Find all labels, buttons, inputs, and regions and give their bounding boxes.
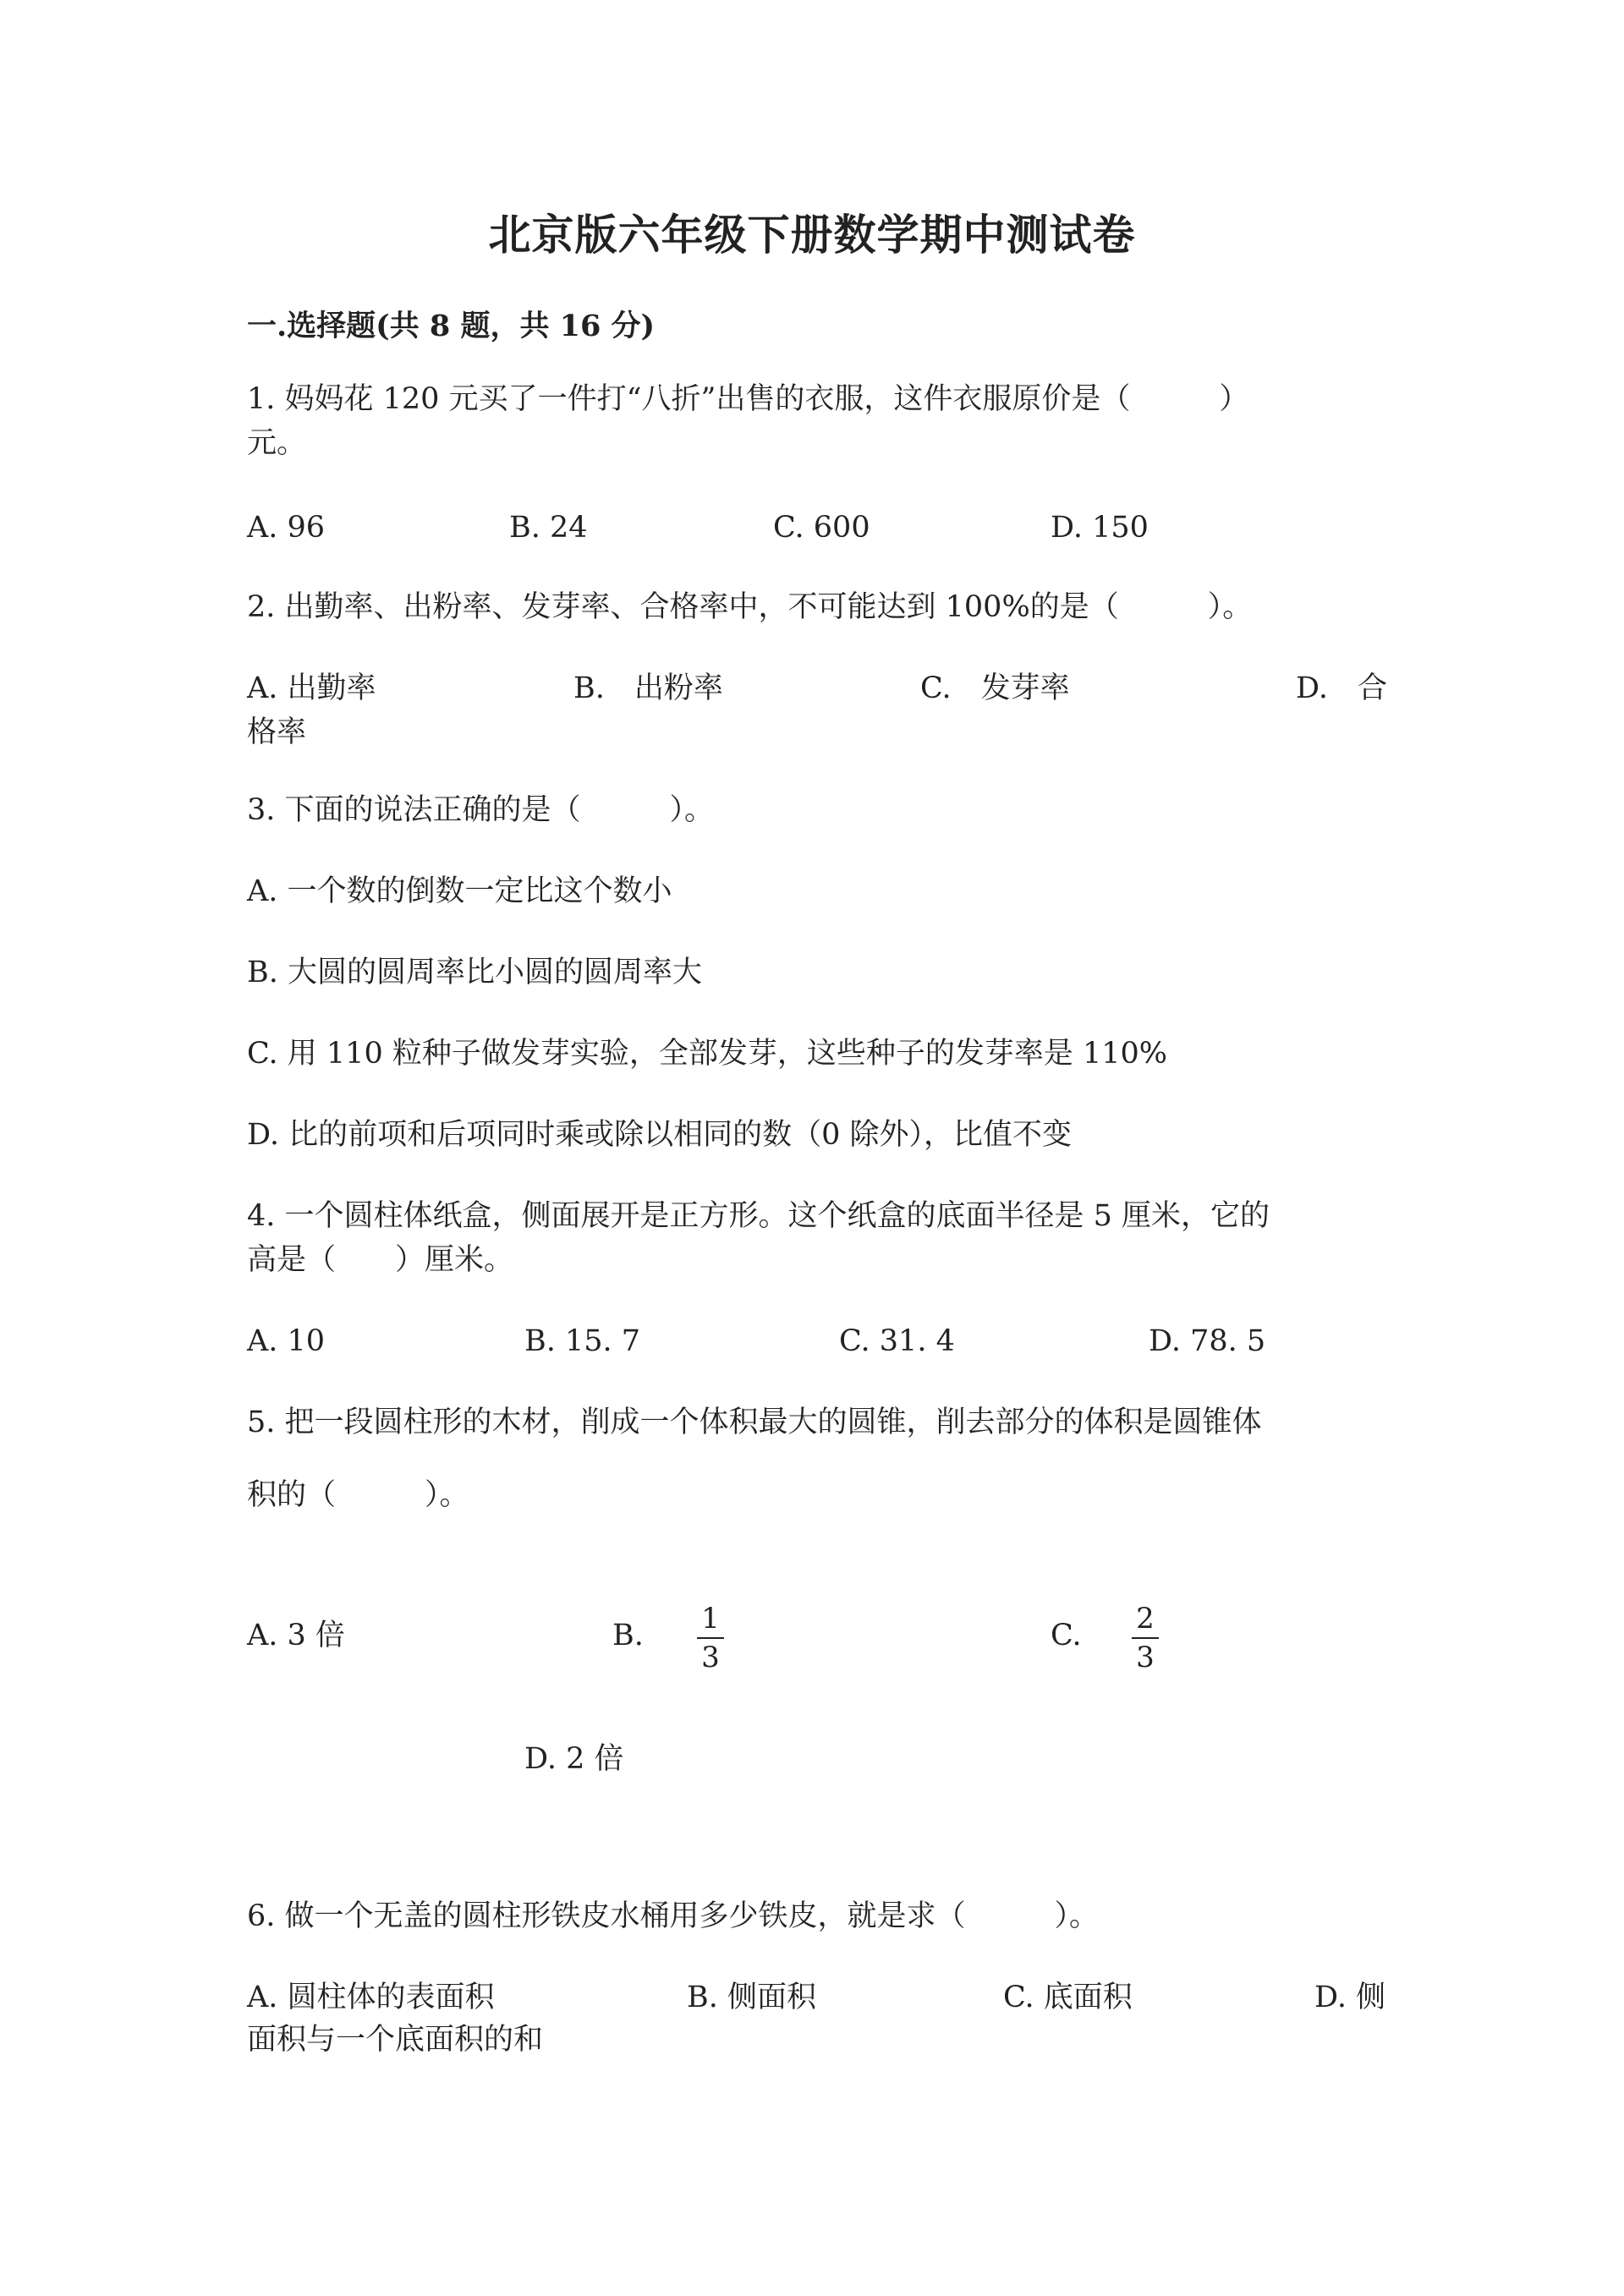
question-4-text: 4. 一个圆柱体纸盒，侧面展开是正方形。这个纸盒的底面半径是 5 厘米，它的 (247, 1199, 1270, 1233)
question-3-option-a[interactable]: A. 一个数的倒数一定比这个数小 (247, 874, 672, 908)
question-6-option-c[interactable]: C. 底面积 (1003, 1981, 1133, 2014)
fraction-denominator: 3 (701, 1641, 720, 1674)
question-1-option-c[interactable]: C. 600 (773, 511, 870, 545)
question-3-option-d[interactable]: D. 比的前项和后项同时乘或除以相同的数（0 除外），比值不变 (247, 1118, 1072, 1152)
fraction-bar (697, 1637, 724, 1639)
question-5-option-d[interactable]: D. 2 倍 (524, 1742, 624, 1776)
question-5-option-b[interactable]: B. (612, 1619, 644, 1652)
fraction-denominator: 3 (1136, 1641, 1155, 1674)
question-4-option-b[interactable]: B. 15. 7 (524, 1324, 641, 1358)
question-3-option-c[interactable]: C. 用 110 粒种子做发芽实验，全部发芽，这些种子的发芽率是 110% (247, 1037, 1168, 1071)
question-1-text: 1. 妈妈花 120 元买了一件打“八折”出售的衣服，这件衣服原价是（ ） (247, 382, 1249, 416)
fraction-bar (1132, 1637, 1159, 1639)
question-3-text: 3. 下面的说法正确的是（ ）。 (247, 793, 715, 827)
question-6-option-b[interactable]: B. 侧面积 (687, 1981, 816, 2014)
question-5-text: 5. 把一段圆柱形的木材，削成一个体积最大的圆锥，削去部分的体积是圆锥体 (247, 1406, 1262, 1439)
question-3-option-b[interactable]: B. 大圆的圆周率比小圆的圆周率大 (247, 956, 702, 989)
question-6-text: 6. 做一个无盖的圆柱形铁皮水桶用多少铁皮，就是求（ ）。 (247, 1899, 1100, 1933)
question-5-option-b-fraction (694, 1603, 727, 1673)
question-6-option-d-cont: 面积与一个底面积的和 (247, 2023, 544, 2057)
fraction-numerator: 2 (1136, 1602, 1155, 1636)
question-5-option-c-fraction (1128, 1603, 1162, 1673)
question-4-option-a[interactable]: A. 10 (247, 1324, 326, 1358)
question-2-option-a[interactable]: A. 出勤率 (247, 671, 376, 705)
question-4-option-c[interactable]: C. 31. 4 (839, 1324, 955, 1358)
question-6-option-a[interactable]: A. 圆柱体的表面积 (247, 1981, 495, 2014)
question-2-option-b[interactable]: B. 出粉率 (573, 671, 723, 705)
fraction-numerator: 1 (701, 1602, 720, 1636)
question-1-option-b[interactable]: B. 24 (509, 511, 588, 545)
question-2-option-d[interactable]: D. 合 (1296, 671, 1387, 705)
question-5-option-a[interactable]: A. 3 倍 (247, 1619, 345, 1652)
question-1-option-d[interactable]: D. 150 (1051, 511, 1149, 545)
question-2-text: 2. 出勤率、出粉率、发芽率、合格率中，不可能达到 100%的是（ ）。 (247, 590, 1253, 624)
question-2-option-d-cont: 格率 (247, 715, 307, 749)
question-2-option-c[interactable]: C. 发芽率 (920, 671, 1070, 705)
question-1-option-a[interactable]: A. 96 (247, 511, 326, 545)
section-heading: 一.选择题(共 8 题，共 16 分) (247, 309, 656, 343)
question-4-option-d[interactable]: D. 78. 5 (1149, 1324, 1266, 1358)
page-title: 北京版六年级下册数学期中测试卷 (488, 210, 1136, 260)
question-5-option-c[interactable]: C. (1051, 1619, 1082, 1652)
question-6-option-d[interactable]: D. 侧 (1314, 1981, 1386, 2014)
question-5-text-cont: 积的（ ）。 (247, 1478, 469, 1512)
question-4-text-cont: 高是（ ）厘米。 (247, 1243, 514, 1277)
question-1-text-cont: 元。 (247, 426, 307, 460)
